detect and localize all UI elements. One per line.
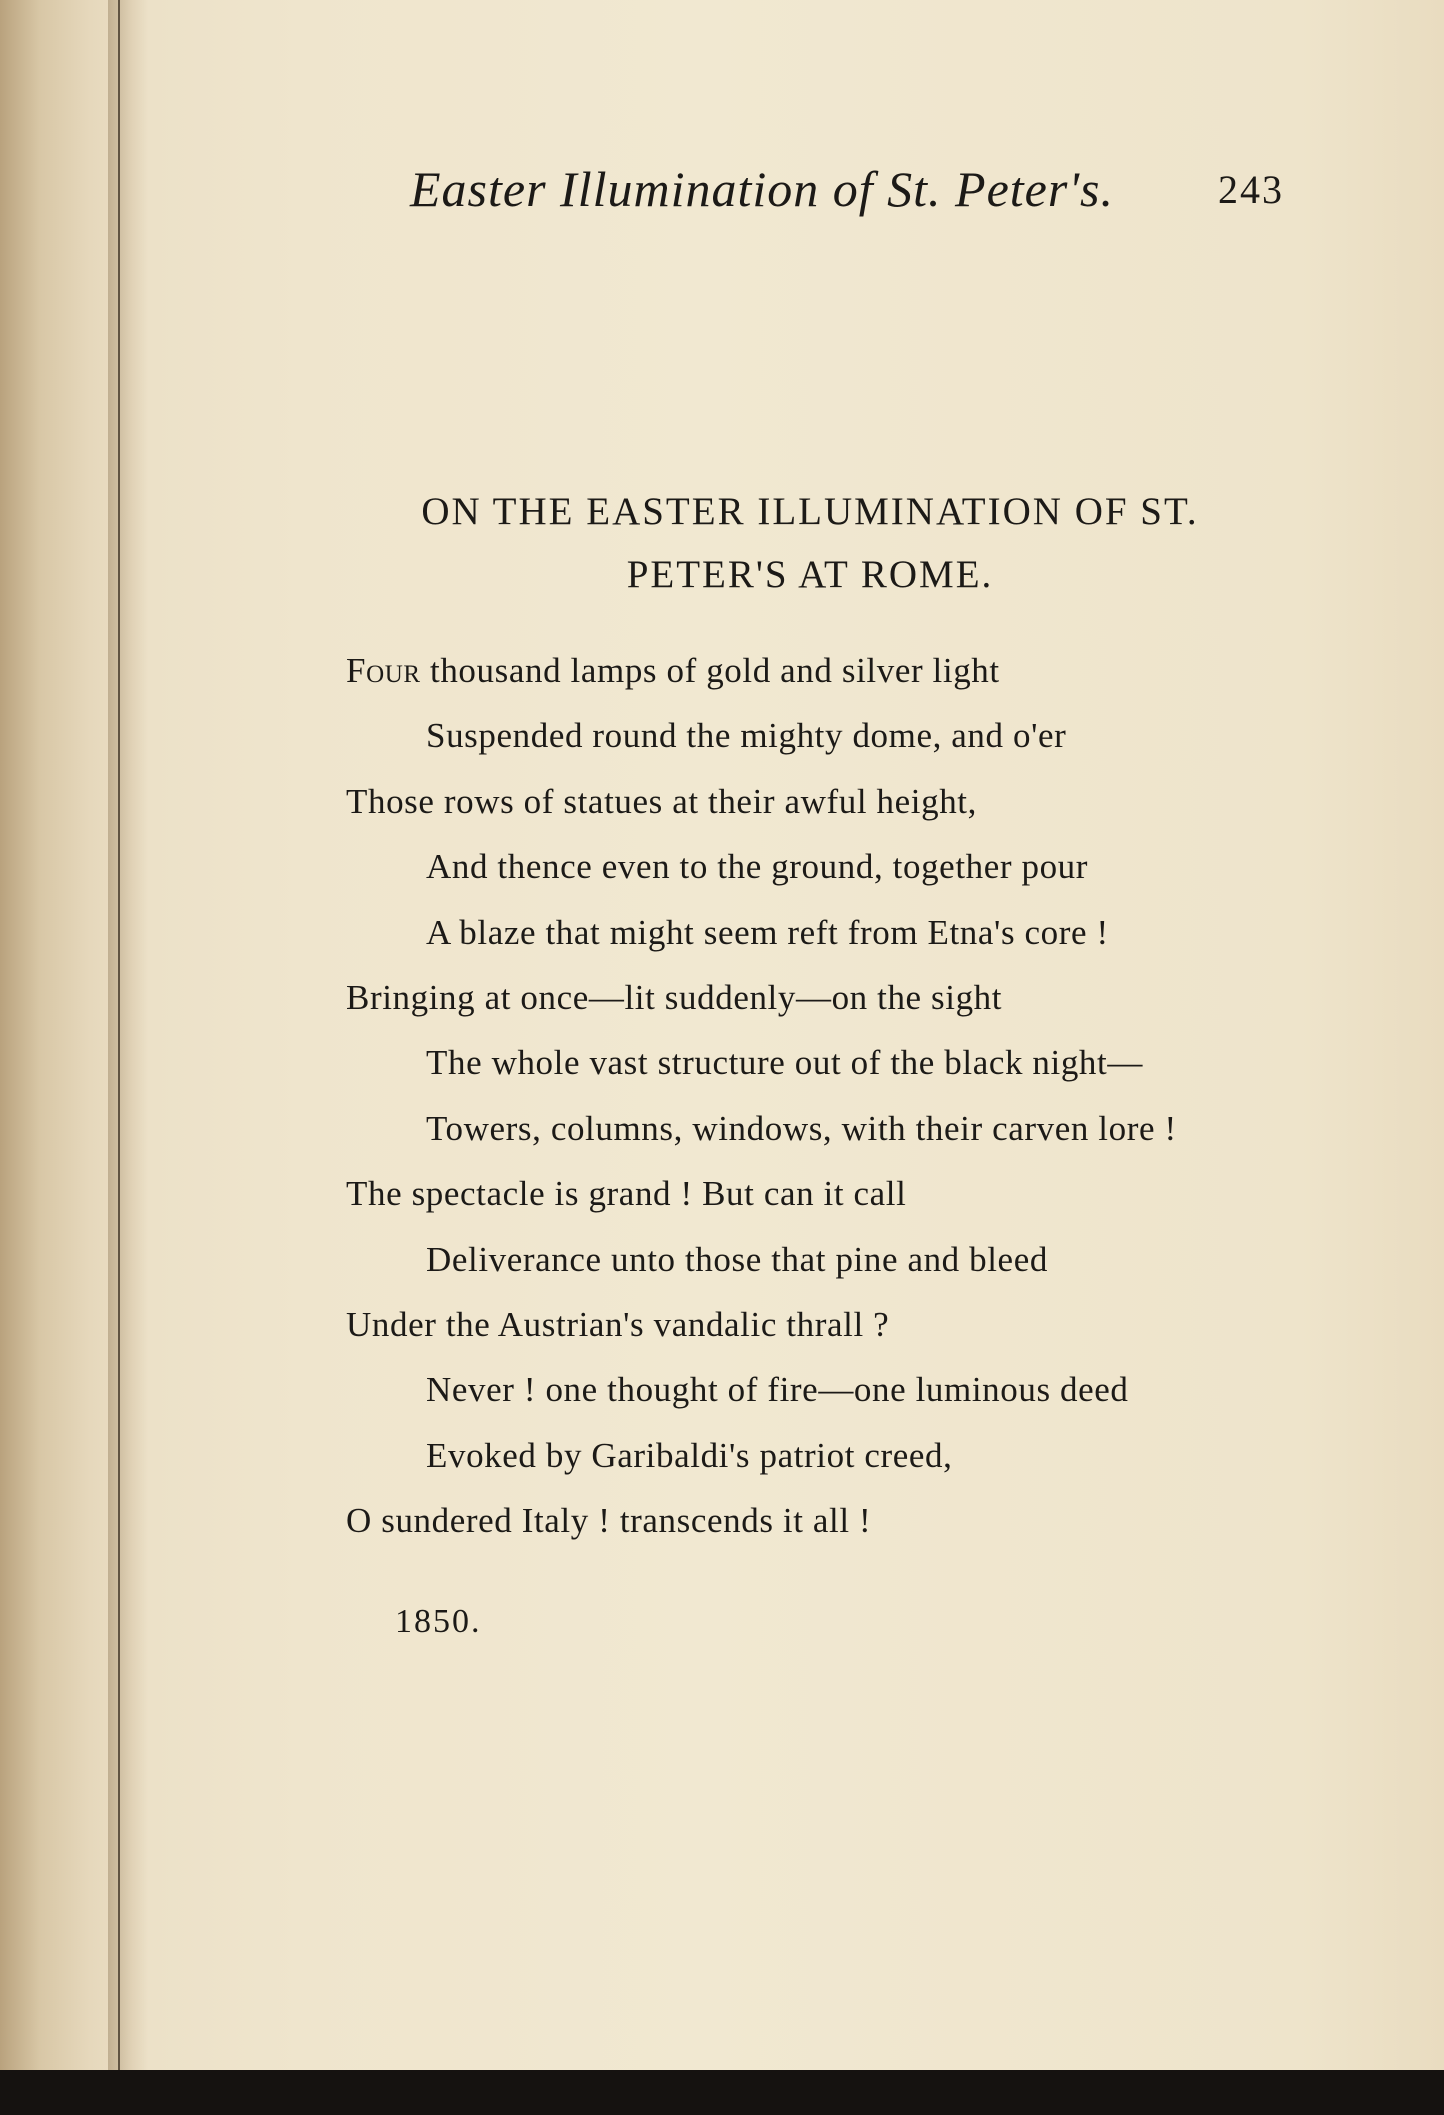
poem-body [346,646,1306,1561]
poem-line-8: Towers, columns, windows, with their carven lore ! [426,1108,1177,1148]
poem-line-2: Suspended round the mighty dome, and o'er [426,716,1067,756]
poem-date: 1850. [395,1603,482,1640]
poem-title-line-1: ON THE EASTER ILLUMINATION OF ST. [421,490,1199,533]
first-word: Four [346,651,421,690]
poem-title-line-2: PETER'S AT ROME. [626,553,994,596]
page-number: 243 [1218,167,1284,212]
poem-title [340,480,1280,606]
poem-line-14: O sundered Italy ! transcends it all ! [346,1501,872,1541]
poem-line-10: Deliverance unto those that pine and bleed [426,1239,1048,1279]
scan-bottom-edge [0,2070,1444,2115]
poem-line-11: Under the Austrian's vandalic thrall ? [346,1304,890,1344]
poem-line-7: The whole vast structure out of the black night— [426,1043,1143,1083]
poem-line-3: Those rows of statues at their awful height, [346,781,977,821]
page-gutter-shadow [108,0,148,2070]
poem-line-13: Evoked by Garibaldi's patriot creed, [426,1435,953,1475]
running-head-title: Easter Illumination of St. Peter's. [410,161,1114,217]
poem-line-9: The spectacle is grand ! But can it call [346,1174,907,1214]
running-head [410,160,1290,220]
poem-line-1-text: thousand lamps of gold and silver light [420,651,1000,690]
binding-edge [118,0,120,2070]
poem-line-6: Bringing at once—lit suddenly—on the sight [346,977,1003,1017]
poem-line-1 [346,646,1306,711]
poem-line-4: And thence even to the ground, together pour [426,847,1089,887]
poem-line-12: Never ! one thought of fire—one luminous deed [426,1370,1129,1410]
poem-line-5: A blaze that might seem reft from Etna's core ! [426,912,1109,952]
